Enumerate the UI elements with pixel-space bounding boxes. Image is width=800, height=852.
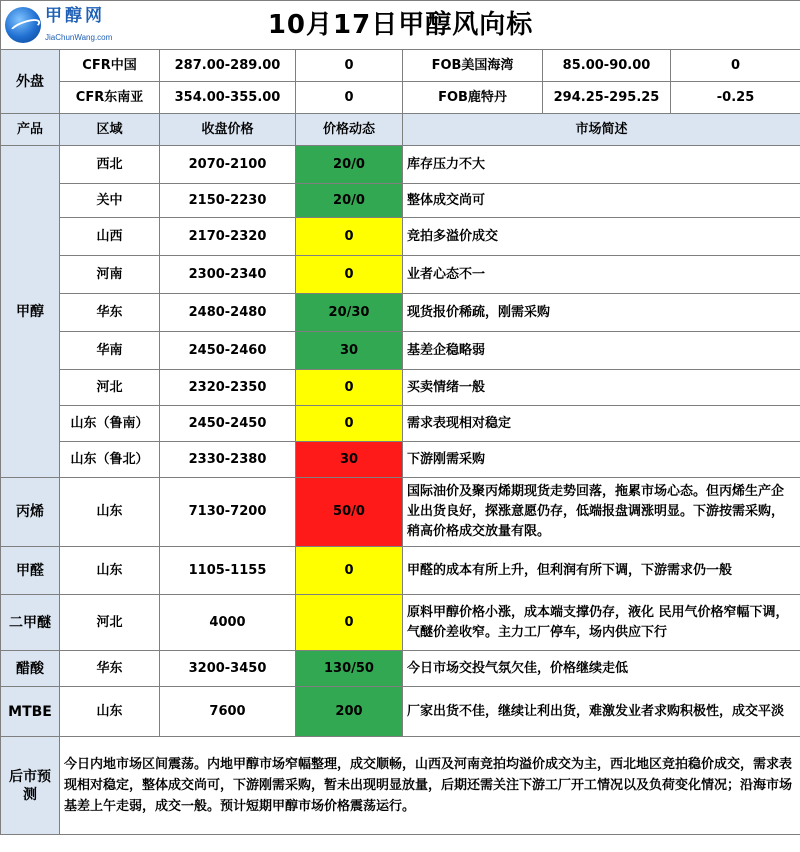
product-label: 甲醛 [1, 547, 60, 595]
outer-left-price: 287.00-289.00 [160, 50, 296, 82]
change-cell: 0 [296, 595, 403, 651]
desc-cell: 厂家出货不佳，继续让利出货，难激发业者求购积极性，成交平淡 [403, 687, 800, 737]
change-cell: 30 [296, 332, 403, 370]
header-product: 产品 [1, 114, 60, 146]
methanol-row [1, 406, 800, 442]
region-cell: 华南 [60, 332, 160, 370]
outer-right-name: FOB鹿特丹 [403, 82, 543, 114]
product-label: 醋酸 [1, 651, 60, 687]
region-cell: 关中 [60, 184, 160, 218]
outer-left-change: 0 [296, 82, 403, 114]
desc-cell: 原料甲醇价格小涨，成本端支撑仍存，液化 民用气价格窄幅下调，气醚价差收窄。主力工厂停车，场内供应下行 [403, 595, 800, 651]
product-row [1, 478, 800, 547]
methanol-row [1, 218, 800, 256]
change-cell: 50/0 [296, 478, 403, 547]
price-cell: 4000 [160, 595, 296, 651]
change-cell: 0 [296, 370, 403, 406]
region-cell: 河南 [60, 256, 160, 294]
change-cell: 20/0 [296, 184, 403, 218]
desc-cell: 现货报价稀疏，刚需采购 [403, 294, 800, 332]
region-cell: 山东 [60, 478, 160, 547]
change-cell: 0 [296, 547, 403, 595]
desc-cell: 库存压力不大 [403, 146, 800, 184]
price-cell: 2150-2230 [160, 184, 296, 218]
product-row [1, 547, 800, 595]
forecast-text: 今日内地市场区间震荡。内地甲醇市场窄幅整理，成交顺畅，山西及河南竞拍均溢价成交为主，西北地区竞拍稳价成交，需求表现相对稳定，整体成交尚可，下游刚需采购，暂未出现明显放量，后期还需关注下游工厂开工情况以及负荷变化情况；沿海市场基差上午走弱，成交一般。预计短期甲醇市场价格震荡运行。 [60, 737, 800, 835]
product-label: MTBE [1, 687, 60, 737]
region-cell: 河北 [60, 370, 160, 406]
desc-cell: 竞拍多溢价成交 [403, 218, 800, 256]
outer-left-change: 0 [296, 50, 403, 82]
price-cell: 2480-2480 [160, 294, 296, 332]
outer-right-price: 85.00-90.00 [543, 50, 671, 82]
region-cell: 山东（鲁南） [60, 406, 160, 442]
desc-cell: 甲醛的成本有所上升，但利润有所下调，下游需求仍一般 [403, 547, 800, 595]
price-cell: 2450-2450 [160, 406, 296, 442]
page-title: 10月17日甲醇风向标 [267, 10, 534, 40]
methanol-row [1, 294, 800, 332]
region-cell: 华东 [60, 294, 160, 332]
methanol-row [1, 332, 800, 370]
region-cell: 山西 [60, 218, 160, 256]
region-cell: 华东 [60, 651, 160, 687]
methanol-row [1, 442, 800, 478]
desc-cell: 业者心态不一 [403, 256, 800, 294]
region-cell: 山东 [60, 687, 160, 737]
desc-cell: 买卖情绪一般 [403, 370, 800, 406]
header-price: 收盘价格 [160, 114, 296, 146]
outer-row [1, 82, 800, 114]
methanol-row [1, 184, 800, 218]
header-desc: 市场简述 [403, 114, 800, 146]
region-cell: 河北 [60, 595, 160, 651]
methanol-label: 甲醇 [1, 146, 60, 478]
price-cell: 2170-2320 [160, 218, 296, 256]
change-cell: 30 [296, 442, 403, 478]
forecast-label: 后市预测 [1, 737, 60, 835]
outer-left-name: CFR东南亚 [60, 82, 160, 114]
methanol-row [1, 256, 800, 294]
outer-right-change: 0 [671, 50, 800, 82]
region-cell: 山东 [60, 547, 160, 595]
outer-right-change: -0.25 [671, 82, 800, 114]
methanol-row [1, 370, 800, 406]
outer-right-name: FOB美国海湾 [403, 50, 543, 82]
product-label: 二甲醚 [1, 595, 60, 651]
outer-right-price: 294.25-295.25 [543, 82, 671, 114]
globe-icon [5, 7, 41, 43]
desc-cell: 国际油价及聚丙烯期现货走势回落，拖累市场心态。但丙烯生产企业出货良好，探涨意愿仍存，低端报盘调涨明显。下游按需采购，稍高价格成交放量有限。 [403, 478, 800, 547]
price-cell: 2300-2340 [160, 256, 296, 294]
change-cell: 130/50 [296, 651, 403, 687]
desc-cell: 整体成交尚可 [403, 184, 800, 218]
desc-cell: 下游刚需采购 [403, 442, 800, 478]
change-cell: 0 [296, 218, 403, 256]
price-cell: 7130-7200 [160, 478, 296, 547]
product-row [1, 595, 800, 651]
change-cell: 0 [296, 256, 403, 294]
price-cell: 1105-1155 [160, 547, 296, 595]
desc-cell: 基差企稳略弱 [403, 332, 800, 370]
outer-row [1, 50, 800, 82]
price-cell: 7600 [160, 687, 296, 737]
product-row [1, 651, 800, 687]
header-change: 价格动态 [296, 114, 403, 146]
header-region: 区域 [60, 114, 160, 146]
product-label: 丙烯 [1, 478, 60, 547]
desc-cell: 今日市场交投气氛欠佳，价格继续走低 [403, 651, 800, 687]
price-cell: 2070-2100 [160, 146, 296, 184]
change-cell: 20/0 [296, 146, 403, 184]
logo-text-cn: 甲醇网 [45, 6, 105, 26]
outer-left-price: 354.00-355.00 [160, 82, 296, 114]
outer-label: 外盘 [1, 50, 60, 114]
jiachunwang-logo [5, 7, 123, 45]
change-cell: 0 [296, 406, 403, 442]
region-cell: 西北 [60, 146, 160, 184]
price-cell: 2320-2350 [160, 370, 296, 406]
change-cell: 200 [296, 687, 403, 737]
region-cell: 山东（鲁北） [60, 442, 160, 478]
logo-text-en: JiaChunWang.com [45, 33, 113, 42]
change-cell: 20/30 [296, 294, 403, 332]
desc-cell: 需求表现相对稳定 [403, 406, 800, 442]
title-bar [1, 1, 800, 50]
outer-left-name: CFR中国 [60, 50, 160, 82]
price-cell: 3200-3450 [160, 651, 296, 687]
price-cell: 2450-2460 [160, 332, 296, 370]
methanol-row [1, 146, 800, 184]
price-cell: 2330-2380 [160, 442, 296, 478]
product-row [1, 687, 800, 737]
